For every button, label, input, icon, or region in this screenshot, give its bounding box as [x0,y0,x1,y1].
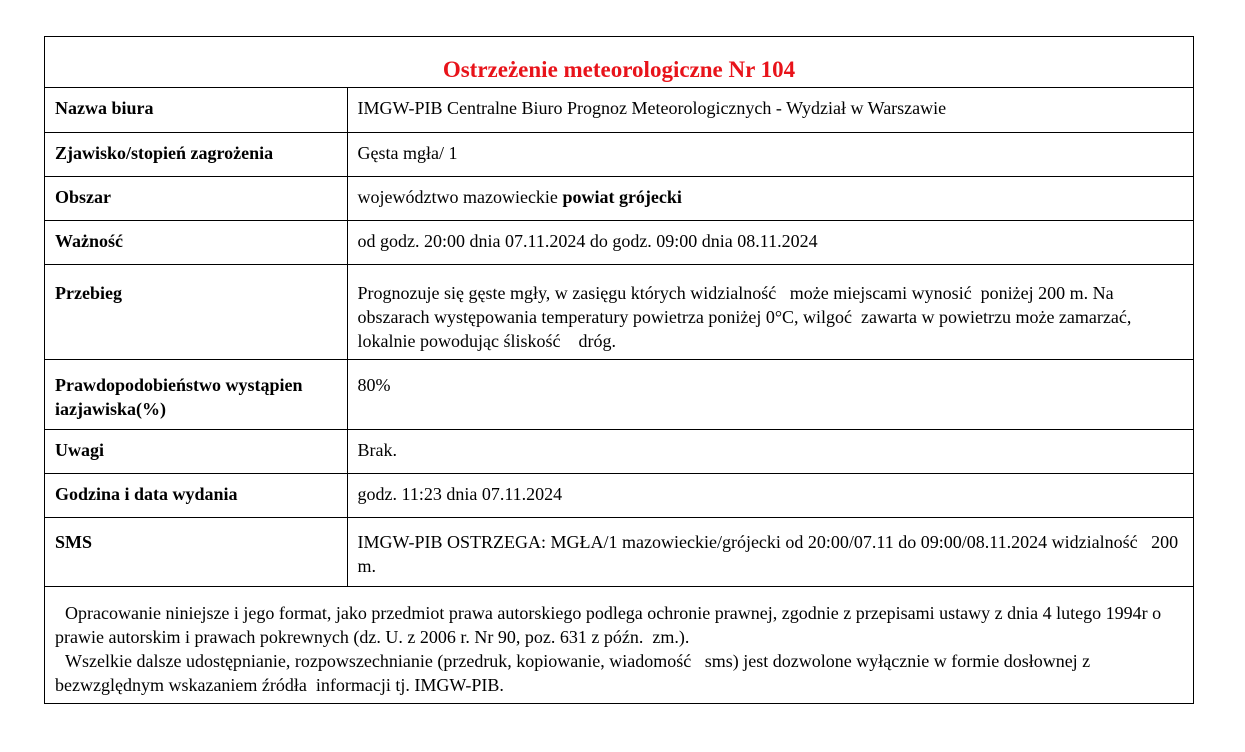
copyright-paragraph: Opracowanie niniejsze i jego format, jako przedmiot prawa autorskiego podlega ochronie prawnej, zgodnie z przepisami ustawy z dnia 4 lutego 1994r o prawie autorskim i prawach pokrewnych (dz. U. z 2006 r. Nr 90, poz. 631 z późn. zm.). [55,602,1166,647]
value-przebieg: Prognozuje się gęste mgły, w zasięgu których widzialność może miejscami wynosić poniżej 200 m. Na obszarach występowania temperatury powietrza poniżej 0°C, wilgoć zawarta w powietrzu może zamarzać, lokalnie powodując śliskość dróg. [347,264,1193,359]
value-zjawisko: Gęsta mgła/ 1 [347,132,1193,176]
row-nazwa-biura [45,88,1193,132]
value-obszar-wojewodztwo: województwo mazowieckie [357,186,563,207]
label-nazwa-biura: Nazwa biura [45,88,347,132]
label-prawdopodobienstwo: Prawdopodobieństwo wystąpieniazjawiska(%) [45,359,347,429]
value-uwagi: Brak. [347,429,1193,473]
warning-table [45,88,1193,587]
row-uwagi [45,429,1193,473]
warning-document [44,36,1194,704]
label-przebieg: Przebieg [45,264,347,359]
value-waznosc: od godz. 20:00 dnia 07.11.2024 do godz. 09:00 dnia 08.11.2024 [347,220,1193,264]
row-zjawisko [45,132,1193,176]
row-godzina [45,473,1193,517]
value-obszar [347,176,1193,220]
label-godzina: Godzina i data wydania [45,473,347,517]
label-uwagi: Uwagi [45,429,347,473]
redistribution-paragraph: Wszelkie dalsze udostępnianie, rozpowszechnianie (przedruk, kopiowanie, wiadomość sms) jest dozwolone wyłącznie w formie dosłownej z bezwzględnym wskazaniem źródła informacji tj. IMGW-PIB. [55,650,1095,695]
title-row [45,37,1193,88]
value-godzina: godz. 11:23 dnia 07.11.2024 [347,473,1193,517]
label-obszar: Obszar [45,176,347,220]
label-sms: SMS [45,517,347,586]
warning-title: Ostrzeżenie meteorologiczne Nr 104 [442,57,796,82]
value-prawdopodobienstwo: 80% [347,359,1193,429]
row-prawdopodobienstwo [45,359,1193,429]
label-zjawisko: Zjawisko/stopień zagrożenia [45,132,347,176]
row-przebieg [45,264,1193,359]
value-obszar-powiat: powiat grójecki [562,186,682,207]
row-obszar [45,176,1193,220]
value-sms: IMGW-PIB OSTRZEGA: MGŁA/1 mazowieckie/grójecki od 20:00/07.11 do 09:00/08.11.2024 widzialność 200 m. [347,517,1193,586]
copyright-footer [45,587,1193,703]
row-waznosc [45,220,1193,264]
value-nazwa-biura: IMGW-PIB Centralne Biuro Prognoz Meteorologicznych - Wydział w Warszawie [347,88,1193,132]
label-waznosc: Ważność [45,220,347,264]
row-sms [45,517,1193,586]
